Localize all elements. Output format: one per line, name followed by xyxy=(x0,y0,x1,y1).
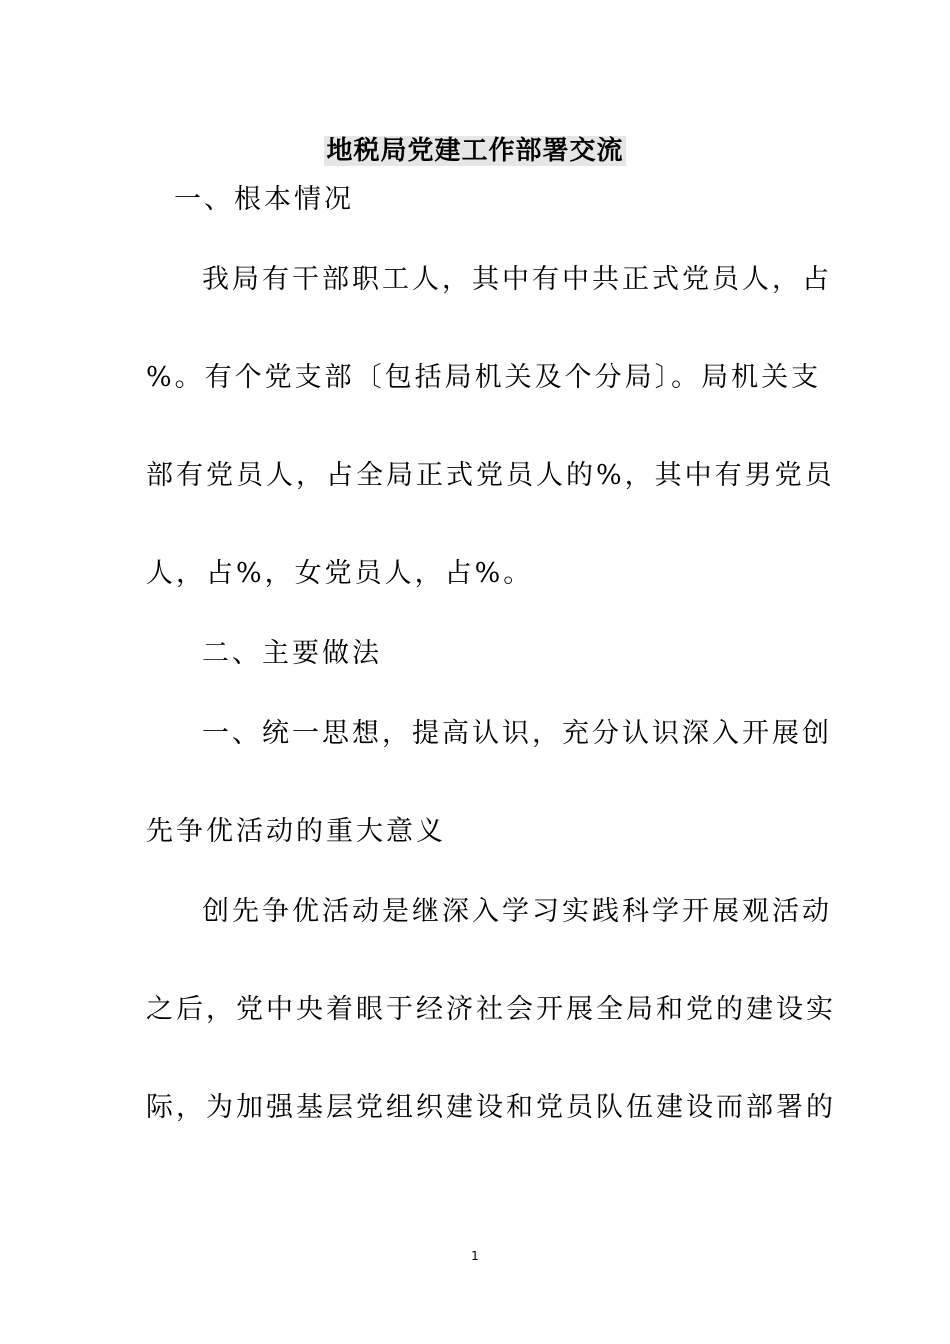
paragraph-line: 之后，党中央着眼于经济社会开展全局和党的建设实 xyxy=(146,994,836,1025)
subheading-line: 一、统一思想，提高认识，充分认识深入开展创 xyxy=(202,718,832,749)
paragraph-line: %。有个党支部〔包括局机关及个分局〕。局机关支 xyxy=(146,362,822,393)
section-heading-main-practices: 二、主要做法 xyxy=(202,638,382,669)
page-number: 1 xyxy=(471,1249,479,1263)
paragraph-line: 人，占%，女党员人，占%。 xyxy=(146,558,534,589)
paragraph-line: 创先争优活动是继深入学习实践科学开展观活动 xyxy=(202,896,832,927)
document-title-text: 地税局党建工作部署交流 xyxy=(326,136,624,166)
subheading-line: 先争优活动的重大意义 xyxy=(146,816,446,847)
paragraph-line: 际，为加强基层党组织建设和党员队伍建设而部署的 xyxy=(146,1092,836,1123)
document-title xyxy=(0,133,950,169)
paragraph-line: 我局有干部职工人，其中有中共正式党员人，占 xyxy=(202,264,832,295)
paragraph-line: 部有党员人，占全局正式党员人的%，其中有男党员 xyxy=(146,460,835,491)
section-heading-basic-situation: 一、根本情况 xyxy=(174,184,354,215)
